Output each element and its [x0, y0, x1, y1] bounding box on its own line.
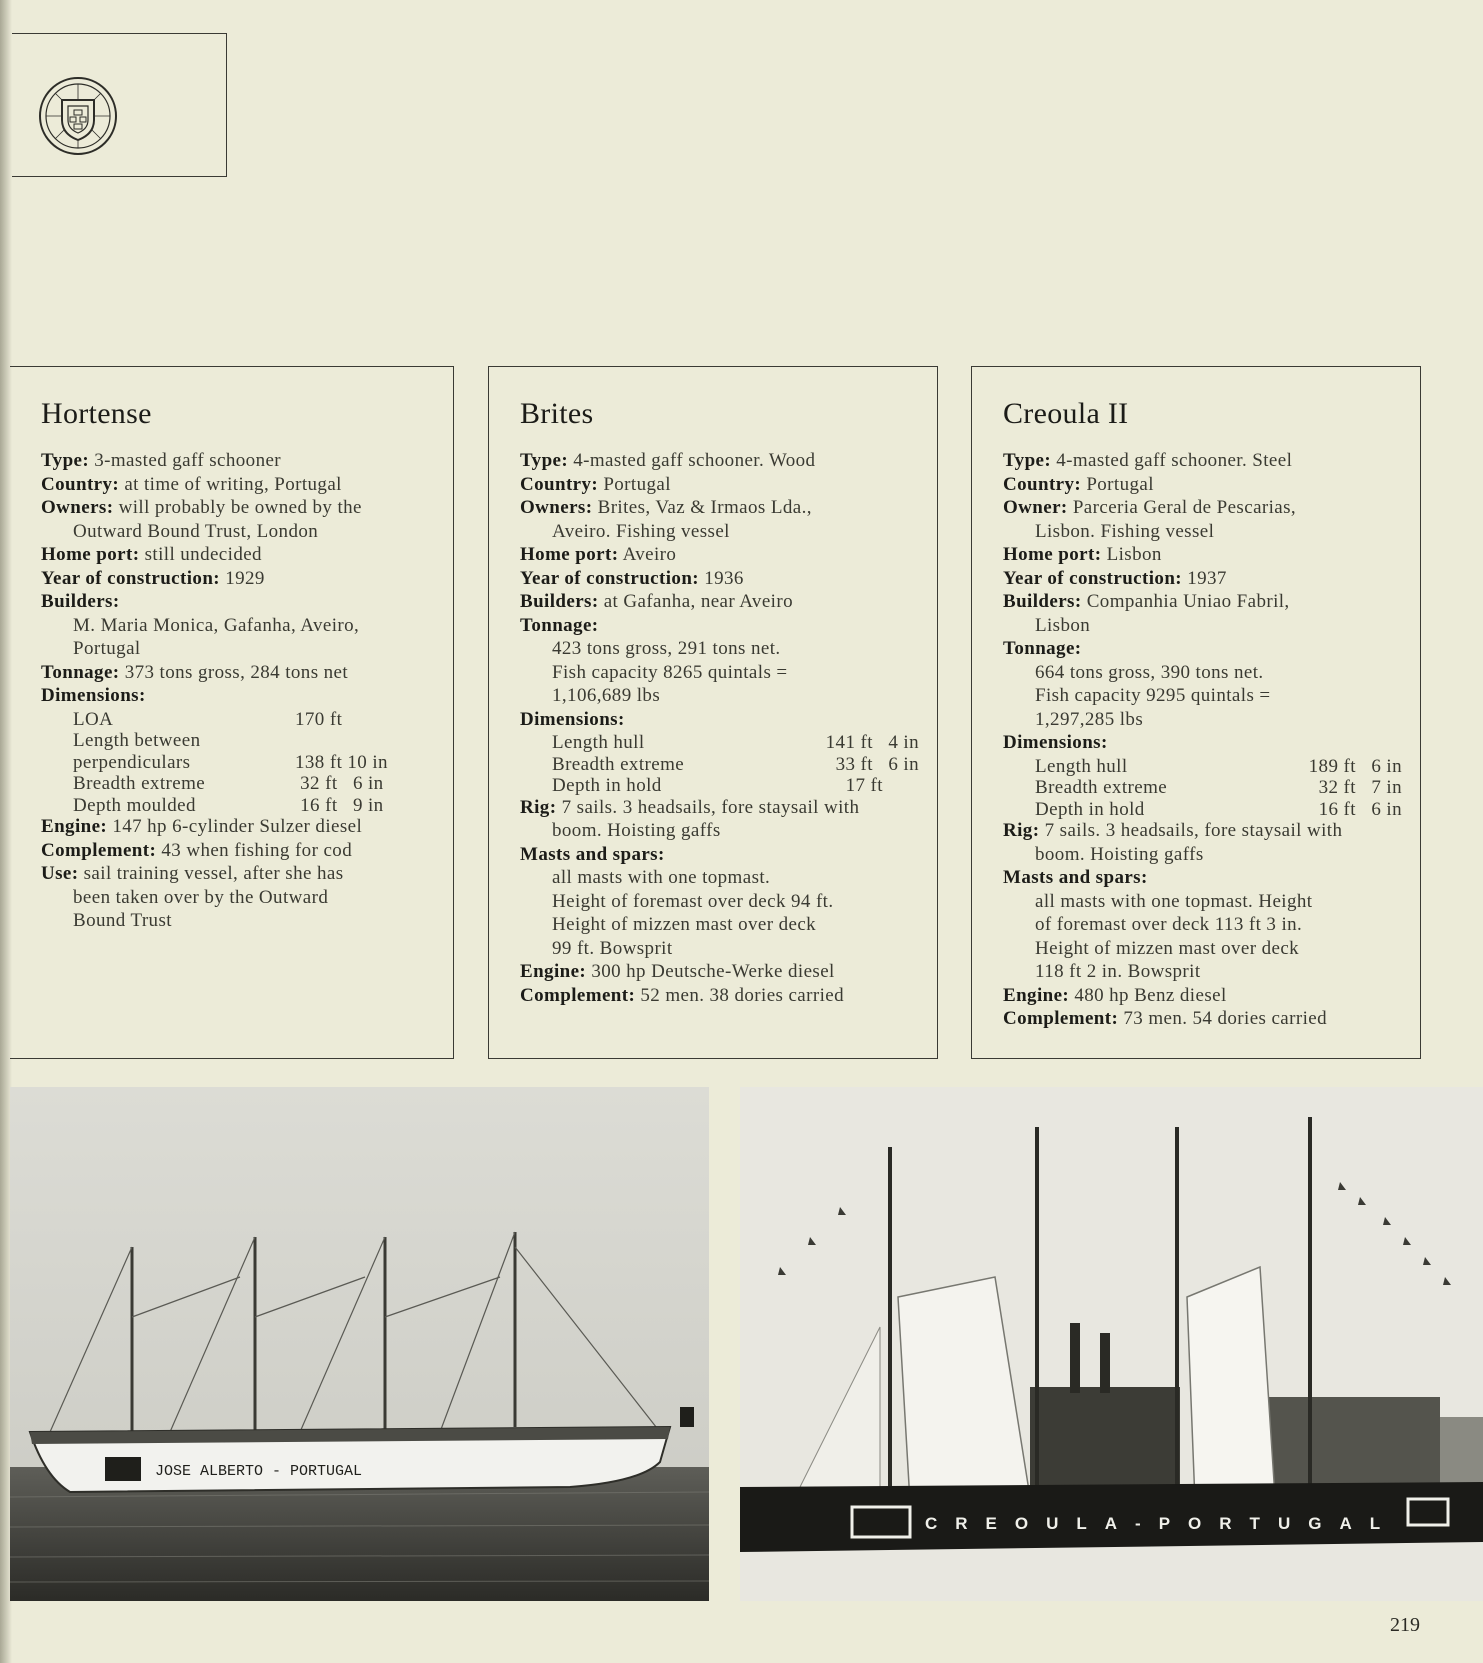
home-port-value: still undecided: [144, 544, 262, 565]
masts-value: all masts with one topmast.: [552, 867, 771, 888]
type-value: 3-masted gaff schooner: [94, 450, 282, 471]
year-value: 1936: [704, 567, 744, 589]
tonnage-value-cont: Fish capacity 9295 quintals =: [1035, 685, 1271, 706]
type-value: 4-masted gaff schooner. Steel: [1056, 450, 1293, 471]
type-label: Type:: [41, 450, 90, 471]
home-port-label: Home port:: [520, 544, 619, 565]
engine-label: Engine:: [41, 816, 108, 837]
rig-value: 7 sails. 3 headsails, fore staysail with: [1044, 820, 1343, 841]
dimension-row: LOA 170 ft: [73, 708, 343, 730]
owners-value-cont: Lisbon. Fishing vessel: [1035, 520, 1215, 542]
complement-label: Complement:: [41, 839, 157, 861]
use-value: sail training vessel, after she has: [83, 863, 344, 884]
photo-creoula: [740, 1087, 1483, 1601]
masts-value-cont: of foremast over deck 113 ft 3 in.: [1035, 914, 1303, 935]
owners-label: Owners:: [41, 497, 114, 518]
dimension-row: Length hull 189 ft 6 in: [1035, 755, 1402, 777]
dimension-row: Depth in hold 17 ft: [552, 775, 919, 796]
complement-value: 73 men. 54 dories carried: [1123, 1008, 1328, 1029]
rig-label: Rig:: [1003, 820, 1040, 841]
dimensions-label: Dimensions:: [41, 685, 146, 706]
tonnage-value: 373 tons gross, 284 tons net: [124, 661, 349, 683]
ship-card-creoula-ii: [971, 366, 1421, 1059]
page-number: 219: [1390, 1614, 1420, 1636]
type-label: Type:: [520, 450, 569, 471]
builders-value: Companhia Uniao Fabril,: [1086, 591, 1290, 612]
masts-value-cont: Height of mizzen mast over deck: [1035, 937, 1300, 959]
dimension-row: Breadth extreme 32 ft 7 in: [1035, 777, 1402, 798]
ship-card-hortense: [10, 366, 454, 1059]
tonnage-value: 423 tons gross, 291 tons net.: [552, 638, 781, 659]
masts-label: Masts and spars:: [1003, 867, 1148, 888]
owners-label: Owner:: [1003, 497, 1068, 518]
ship-name: Creoula II: [1003, 397, 1129, 430]
country-value: Portugal: [603, 473, 671, 495]
complement-label: Complement:: [1003, 1008, 1119, 1029]
tonnage-value: 664 tons gross, 390 tons net.: [1035, 661, 1264, 683]
country-value: Portugal: [1086, 473, 1154, 495]
year-label: Year of construction:: [1003, 567, 1183, 589]
engine-value: 480 hp Benz diesel: [1074, 984, 1227, 1006]
tonnage-value-cont: Fish capacity 8265 quintals =: [552, 661, 788, 683]
ship-card-brites: [488, 366, 938, 1059]
builders-value-cont: Portugal: [73, 638, 141, 659]
masts-value: all masts with one topmast. Height: [1035, 890, 1313, 912]
tonnage-label: Tonnage:: [41, 661, 120, 683]
year-value: 1937: [1187, 567, 1227, 589]
rig-value-cont: boom. Hoisting gaffs: [1035, 843, 1204, 865]
builders-value: M. Maria Monica, Gafanha, Aveiro,: [73, 614, 360, 636]
rig-label: Rig:: [520, 796, 557, 818]
complement-value: 43 when fishing for cod: [161, 839, 353, 861]
country-label: Country:: [41, 473, 120, 495]
home-port-value: Aveiro: [622, 544, 677, 565]
dimension-row: Length between: [73, 730, 201, 751]
engine-label: Engine:: [520, 961, 587, 982]
ship-name: Hortense: [41, 397, 152, 430]
dimensions-label: Dimensions:: [1003, 732, 1108, 753]
type-value: 4-masted gaff schooner. Wood: [573, 450, 816, 471]
country-label: Country:: [1003, 473, 1082, 495]
dimension-row: Length hull 141 ft 4 in: [552, 732, 919, 753]
year-label: Year of construction:: [41, 567, 221, 589]
builders-label: Builders:: [520, 591, 599, 612]
country-label: Country:: [520, 473, 599, 495]
country-value: at time of writing, Portugal: [124, 473, 342, 495]
tonnage-label: Tonnage:: [1003, 638, 1082, 659]
hull-lettering: JOSE ALBERTO - PORTUGAL: [155, 1463, 363, 1480]
ship-name: Brites: [520, 397, 594, 430]
photo-hortense: [10, 1087, 709, 1601]
builders-value-cont: Lisbon: [1035, 614, 1091, 636]
masts-value-cont: 118 ft 2 in. Bowsprit: [1035, 961, 1201, 982]
use-value-cont: Bound Trust: [73, 910, 172, 931]
engine-label: Engine:: [1003, 984, 1070, 1006]
builders-value: at Gafanha, near Aveiro: [603, 591, 793, 612]
dimension-row: perpendiculars 138 ft 10 in: [73, 751, 388, 773]
home-port-label: Home port:: [1003, 544, 1102, 565]
tonnage-value-cont: 1,106,689 lbs: [552, 685, 661, 706]
dimension-row: Breadth extreme 32 ft 6 in: [73, 773, 384, 794]
complement-value: 52 men. 38 dories carried: [640, 984, 845, 1006]
dimension-row: Depth moulded 16 ft 9 in: [73, 794, 384, 816]
builders-label: Builders:: [41, 591, 120, 612]
home-port-value: Lisbon: [1106, 544, 1162, 565]
owners-value: will probably be owned by the: [118, 497, 362, 518]
tonnage-value-cont: 1,297,285 lbs: [1035, 708, 1144, 730]
tonnage-label: Tonnage:: [520, 614, 599, 636]
type-label: Type:: [1003, 450, 1052, 471]
builders-label: Builders:: [1003, 591, 1082, 612]
schooner-photo-illustration: [740, 1087, 1483, 1601]
owners-value-cont: Outward Bound Trust, London: [73, 520, 319, 542]
complement-label: Complement:: [520, 984, 636, 1006]
owners-label: Owners:: [520, 497, 593, 518]
schooner-photo-illustration: [10, 1087, 709, 1601]
engine-value: 147 hp 6-cylinder Sulzer diesel: [112, 816, 363, 837]
masts-value-cont: 99 ft. Bowsprit: [552, 937, 673, 959]
rig-value: 7 sails. 3 headsails, fore staysail with: [561, 796, 860, 818]
home-port-label: Home port:: [41, 544, 140, 565]
rig-value-cont: boom. Hoisting gaffs: [552, 820, 721, 841]
portuguese-flag: [12, 33, 227, 177]
year-label: Year of construction:: [520, 567, 700, 589]
use-label: Use:: [41, 863, 79, 884]
masts-label: Masts and spars:: [520, 843, 665, 865]
hull-lettering: CREOULA-PORTUGAL: [925, 1514, 1399, 1533]
dimension-row: Breadth extreme 33 ft 6 in: [552, 753, 919, 775]
masts-value-cont: Height of foremast over deck 94 ft.: [552, 890, 834, 912]
owners-value-cont: Aveiro. Fishing vessel: [552, 520, 730, 542]
dimension-row: Depth in hold 16 ft 6 in: [1035, 798, 1402, 820]
owners-value: Parceria Geral de Pescarias,: [1072, 497, 1297, 518]
use-value-cont: been taken over by the Outward: [73, 886, 329, 908]
engine-value: 300 hp Deutsche-Werke diesel: [591, 961, 835, 982]
owners-value: Brites, Vaz & Irmaos Lda.,: [597, 497, 812, 518]
dimensions-label: Dimensions:: [520, 708, 625, 730]
masts-value-cont: Height of mizzen mast over deck: [552, 914, 817, 935]
coat-of-arms-icon: [38, 76, 118, 156]
year-value: 1929: [225, 567, 265, 589]
